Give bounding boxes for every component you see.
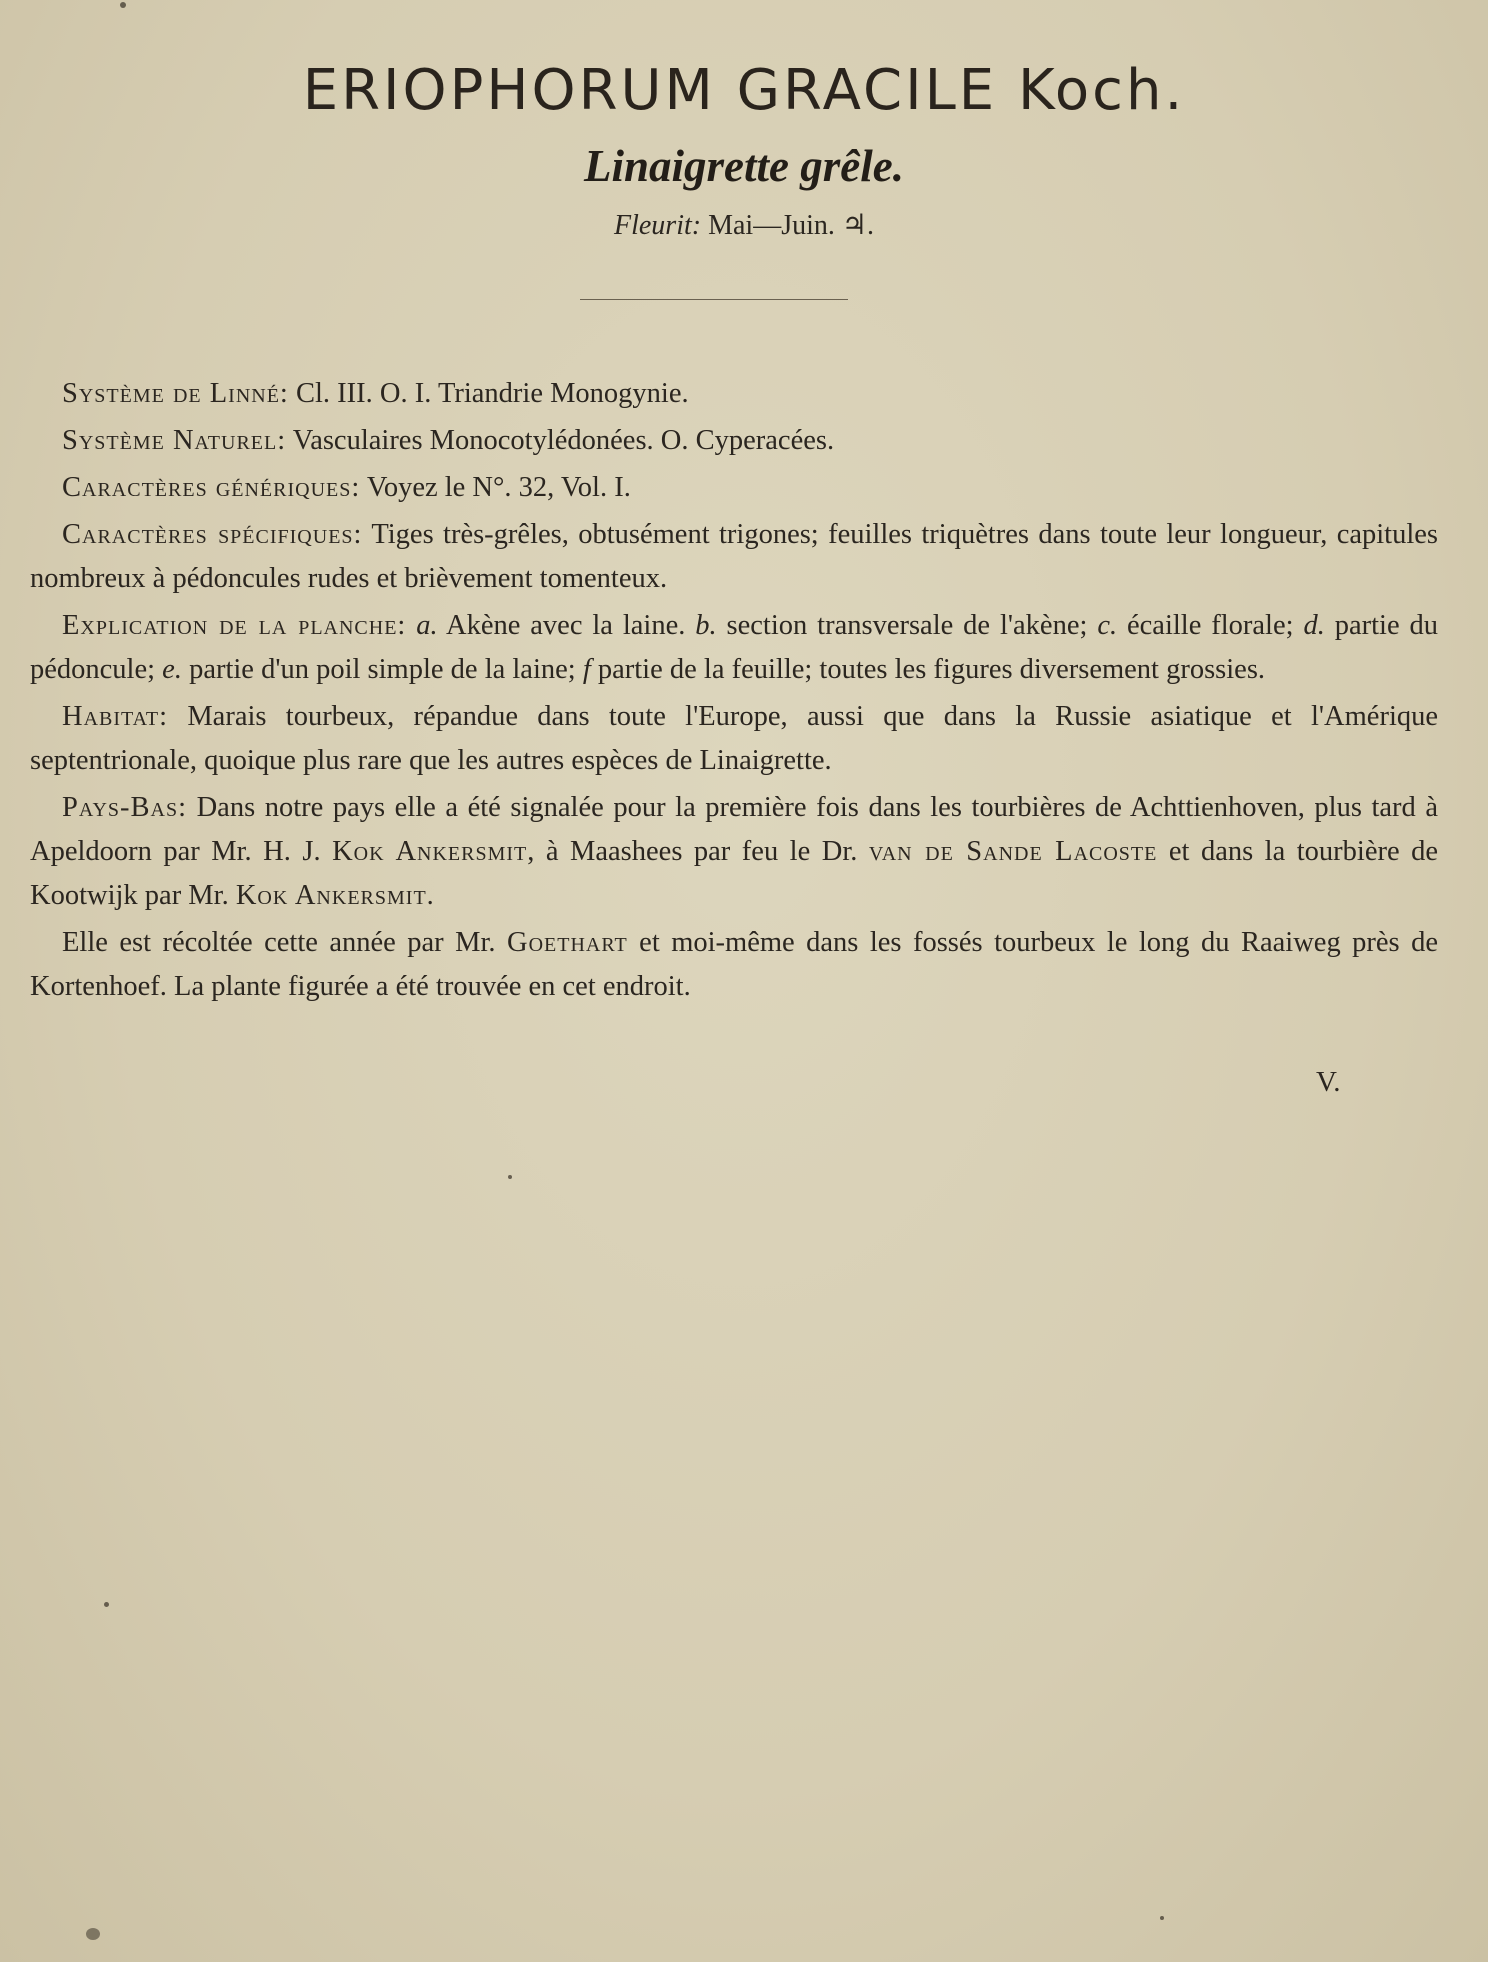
paragraph-paysbas [30,786,1438,918]
paper-speck [120,2,126,8]
flowering-value: Mai—Juin. ♃. [708,210,874,241]
text-recolte-2: et moi-même dans les fossés tourbeux le long du Raaiweg près de Kortenhoef. La plante figurée a été trouvée en cet endroit. [30,927,1439,1002]
figure-letter-c: c. [1097,610,1118,641]
paragraph-specifiques [30,513,1438,601]
paragraph-generiques [30,466,1438,510]
page-title: ERIOPHORUM GRACILE Koch. [302,58,1186,123]
paper-speck [508,1175,512,1179]
figure-text-a: Akène avec la laine. [445,610,686,641]
label-explication: Explication de la planche: [62,610,407,641]
text-paysbas-3: et dans la tourbière de Kootwijk par Mr. [30,836,1438,911]
figure-text-f: partie de la feuille; toutes les figures diversement grossies. [597,654,1266,685]
label-generiques: Caractères génériques: [62,472,361,503]
paper-speck [104,1602,109,1607]
text-specifiques: Tiges très-grêles, obtusément trigones; feuilles triquètres dans toute leur longueur, capitules nombreux à pédoncules rudes et brièvement tomenteux. [30,519,1438,594]
paper-speck [1160,1916,1164,1920]
figure-letter-f: f [582,654,591,685]
text-paysbas-1: Dans notre pays elle a été signalée pour la première fois dans les tourbières de Achttienhoven, plus tard à Apeldoorn par Mr. H. J. [30,792,1439,867]
flowering-label: Fleurit: [614,210,702,241]
label-habitat: Habitat: [62,701,169,732]
body-text [30,372,1438,1012]
text-generiques: Voyez le N°. 32, Vol. I. [366,472,631,503]
label-specifiques: Caractères spécifiques: [62,519,363,550]
text-habitat: Marais tourbeux, répandue dans toute l'Europe, aussi que dans la Russie asiatique et l'Amérique septentrionale, quoique plus rare que les autres espèces de Linaigrette. [30,701,1439,776]
figure-text-e: partie d'un poil simple de la laine; [189,654,576,685]
text-paysbas-4: . [426,880,434,911]
person-name-goethart: Goethart [507,927,628,958]
paragraph-linne [30,372,1438,416]
person-name-1: Kok Ankersmit [332,836,528,867]
text-linne: Cl. III. O. I. Triandrie Monogynie. [295,378,689,409]
figure-text-b: section transversale de l'akène; [726,610,1088,641]
figure-letter-b: b. [695,610,717,641]
label-linne: Système de Linné: [62,378,289,409]
figure-letter-a: a. [416,610,438,641]
text-recolte-1: Elle est récoltée cette année par Mr. [62,927,496,958]
text-naturel: Vasculaires Monocotylédonées. O. Cyperacées. [292,425,835,456]
paragraph-habitat [30,695,1438,783]
author-signature: V. [1316,1066,1341,1098]
label-paysbas: Pays-Bas: [62,792,188,823]
person-name-3: Kok Ankersmit [235,880,427,911]
title-divider [580,299,848,300]
page-subtitle: Linaigrette grêle. [584,141,904,191]
figure-text-d: partie du pédoncule; [30,610,1439,685]
label-naturel: Système Naturel: [62,425,287,456]
paragraph-explication [30,604,1438,692]
flowering-line [0,208,1488,242]
figure-letter-d: d. [1303,610,1325,641]
paragraph-naturel [30,419,1438,463]
figure-letter-e: e. [162,654,182,685]
person-name-2: van de Sande Lacoste [868,836,1158,867]
figure-text-c: écaille florale; [1127,610,1294,641]
paragraph-recolte [30,921,1438,1009]
text-paysbas-2: , à Maashees par feu le Dr. [527,836,858,867]
paper-speck [86,1928,100,1940]
